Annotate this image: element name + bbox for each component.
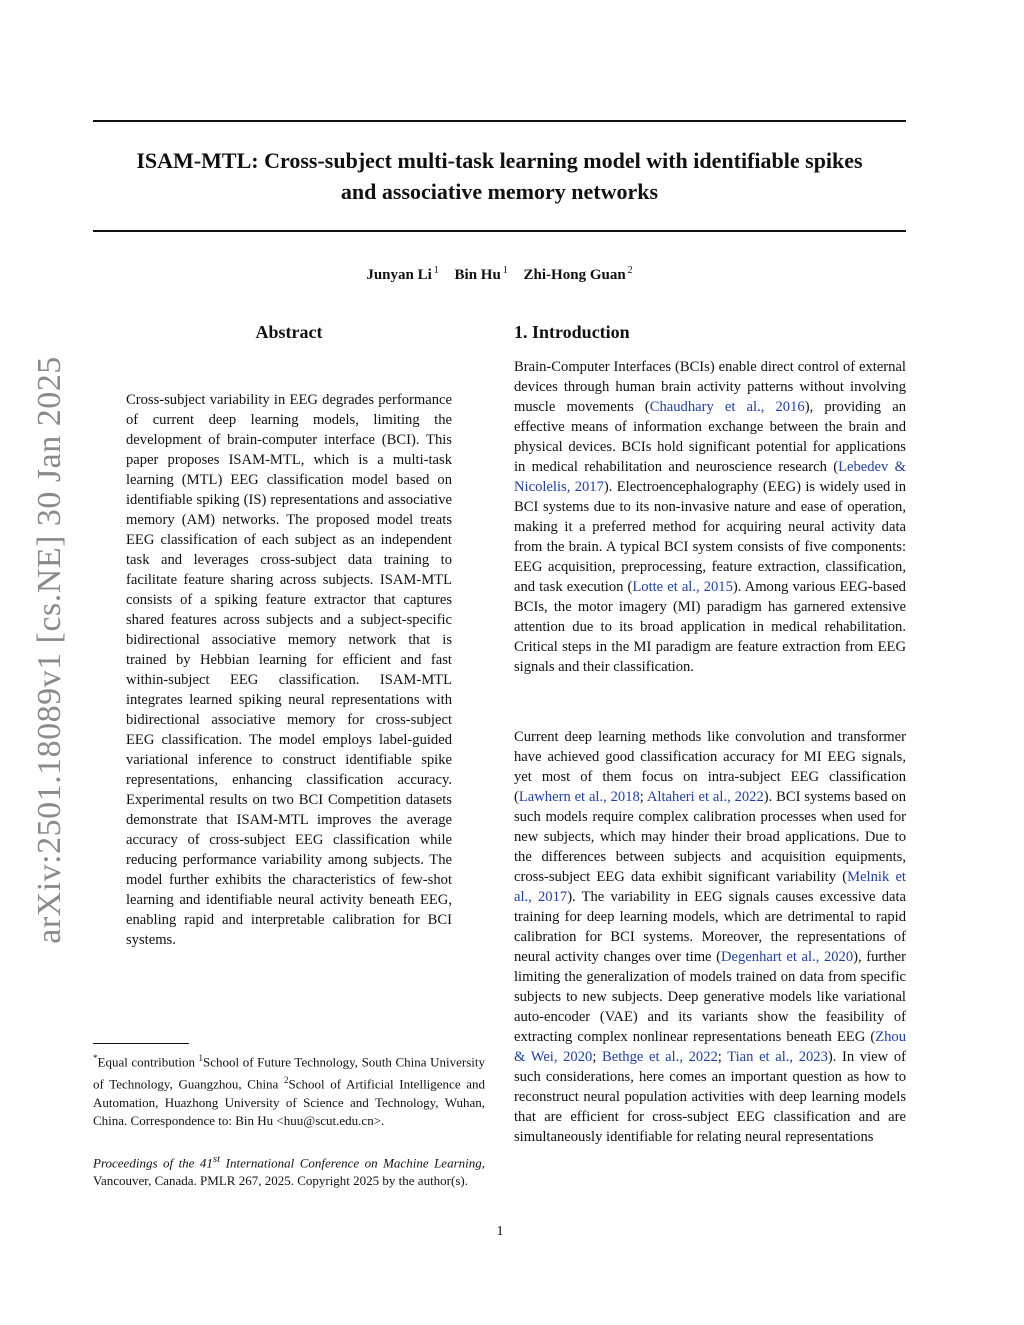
footnote-mark: * <box>93 1053 98 1063</box>
author-name: Zhi-Hong Guan <box>523 267 626 283</box>
paragraph-text: ). Electroencephalography (EEG) is widely used in BCI systems due to its non-invasive nature and ease of operation, making it a preferred method for acquiring neural activity data from the brain. A typical BCI system consists of five components: EEG acquisition, preprocessing, feature extraction, classification, and task execution ( <box>514 479 906 595</box>
citation-link[interactable]: Chaudhary et al., 2016 <box>649 399 805 415</box>
abstract-heading: Abstract <box>255 322 323 342</box>
citation-link[interactable]: Lawhern et al., 2018 <box>518 789 640 805</box>
citation-link[interactable]: Lotte et al., 2015 <box>632 579 733 595</box>
citation-link[interactable]: Melnik et al., 2017 <box>514 869 906 905</box>
author-name: Bin Hu <box>454 267 501 283</box>
author <box>455 267 508 283</box>
citation-link[interactable]: Lebedev & Nicolelis, 2017 <box>514 459 906 495</box>
footnote-text: School of Future Technology, South China University of Technology, Guangzhou, China <box>93 1054 486 1092</box>
page-number: 1 <box>496 1224 504 1239</box>
author-list <box>93 265 906 284</box>
author-name: Junyan Li <box>366 267 432 283</box>
author <box>366 267 438 283</box>
paragraph-text: Current deep learning methods like convolution and transformer have achieved good classification accuracy for MI EEG signals, yet most of them focus on intra-subject EEG classification ( <box>514 729 906 805</box>
citation-link[interactable]: Degenhart et al., 2020 <box>721 949 854 965</box>
arxiv-identifier-sidebar: arXiv:2501.18089v1 [cs.NE] 30 Jan 2025 <box>31 356 68 944</box>
proceedings-venue: International Conference on Machine Learning <box>220 1155 482 1171</box>
footnote <box>93 1049 485 1130</box>
proceedings-rest: , Vancouver, Canada. PMLR 267, 2025. Copyright 2025 by the author(s). <box>93 1155 485 1189</box>
intro-paragraph-2 <box>514 727 906 1147</box>
proceedings-prefix: Proceedings of the 41 <box>93 1155 213 1171</box>
citation-separator: ; <box>639 789 647 805</box>
affiliation-mark: 2 <box>283 1075 289 1086</box>
paragraph-text: ). BCI systems based on such models require complex calibration processes when used for new subjects, which may hinder their broad applications. Due to the differences between subjects and acquisition equipments, cross-subject EEG data exhibit significant variability ( <box>514 789 906 885</box>
affiliation-mark: 1 <box>198 1053 204 1063</box>
paragraph-text: ). In view of such considerations, here comes an important question as how to reconstruct neural population activities with deep learning models that are efficient for cross-subject EEG classification and are simultaneously identifiable for relating neural representations <box>514 1049 906 1145</box>
paragraph-text: ). The variability in EEG signals causes excessive data training for deep learning models, which are detrimental to rapid calibration for BCI systems. Moreover, the representations of neural activity changes over time ( <box>514 889 906 965</box>
intro-paragraph-1 <box>514 357 906 677</box>
abstract-text: Cross-subject variability in EEG degrades performance of current deep learning models, limiting the development of brain-computer interface (BCI). This paper proposes ISAM-MTL, which is a multi-task learning (MTL) EEG classification model based on identifiable spiking (IS) representations and associative memory (AM) networks. The proposed model treats EEG classification of each subject as an independent task and leverages cross-subject data training to facilitate feature sharing across subjects. ISAM-MTL consists of a spiking feature extractor that captures shared features across subjects and a subject-specific bidirectional associative memory network that is trained by Hebbian learning for efficient and fast within-subject EEG classification. ISAM-MTL integrates learned spiking neural representations with bidirectional associative memory for cross-subject EEG classification. The model employs label-guided variational inference to construct identifiable spike representations, enhancing classification accuracy. Experimental results on two BCI Competition datasets demonstrate that ISAM-MTL improves the average accuracy of cross-subject EEG classification while reducing performance variability among subjects. The model further exhibits the characteristics of few-shot learning and identifiable neural activity beneath EEG, enabling rapid and interpretable calibration for BCI systems. <box>126 392 452 948</box>
footnote-text: School of Artificial Intelligence and Automation, Huazhong University of Science and Technology, Wuhan, China. Correspondence to: Bin Hu <huu@scut.edu.cn>. <box>93 1076 486 1128</box>
title-line-1: ISAM-MTL: Cross-subject multi-task learning model with identifiable spikes <box>136 148 863 173</box>
footnote-rule <box>93 1043 189 1044</box>
author-affiliation-mark: 1 <box>433 265 439 276</box>
paragraph-text: ). Among various EEG-based BCIs, the motor imagery (MI) paradigm has garnered extensive attention due to its broad application in medical rehabilitation. Critical steps in the MI paradigm are feature extraction from EEG signals and their classification. <box>514 579 906 675</box>
citation-link[interactable]: Bethge et al., 2022 <box>602 1049 718 1065</box>
footnote-text: Equal contribution <box>97 1054 199 1070</box>
proceedings-ordinal: st <box>212 1153 221 1165</box>
citation-separator: ; <box>592 1049 603 1065</box>
title-rule-top <box>93 120 906 122</box>
title-line-2: and associative memory networks <box>340 179 659 204</box>
author-affiliation-mark: 2 <box>627 265 633 276</box>
citation-separator: ; <box>717 1049 728 1065</box>
author-affiliation-mark: 1 <box>502 265 508 276</box>
paragraph-text: ), further limiting the generalization of models trained on data from specific subjects to new subjects. Deep generative models like variational auto-encoder (VAE) and its variants show the feasibility of extracting complex nonlinear representations beneath EEG ( <box>514 949 906 1045</box>
title-rule-bottom <box>93 230 906 232</box>
citation-link[interactable]: Altaheri et al., 2022 <box>646 789 764 805</box>
citation-link[interactable]: Tian et al., 2023 <box>727 1049 828 1065</box>
proceedings-note <box>93 1150 485 1190</box>
citation-link[interactable]: Zhou & Wei, 2020 <box>514 1029 906 1065</box>
paper-title <box>93 145 906 207</box>
section-heading-introduction: 1. Introduction <box>514 322 630 342</box>
paragraph-text: Brain-Computer Interfaces (BCIs) enable direct control of external devices through human brain activity patterns without involving muscle movements ( <box>514 359 906 415</box>
author <box>524 267 633 283</box>
paragraph-text: ), providing an effective means of information exchange between the brain and physical devices. BCIs hold significant potential for applications in medical rehabilitation and neuroscience research ( <box>514 399 906 475</box>
